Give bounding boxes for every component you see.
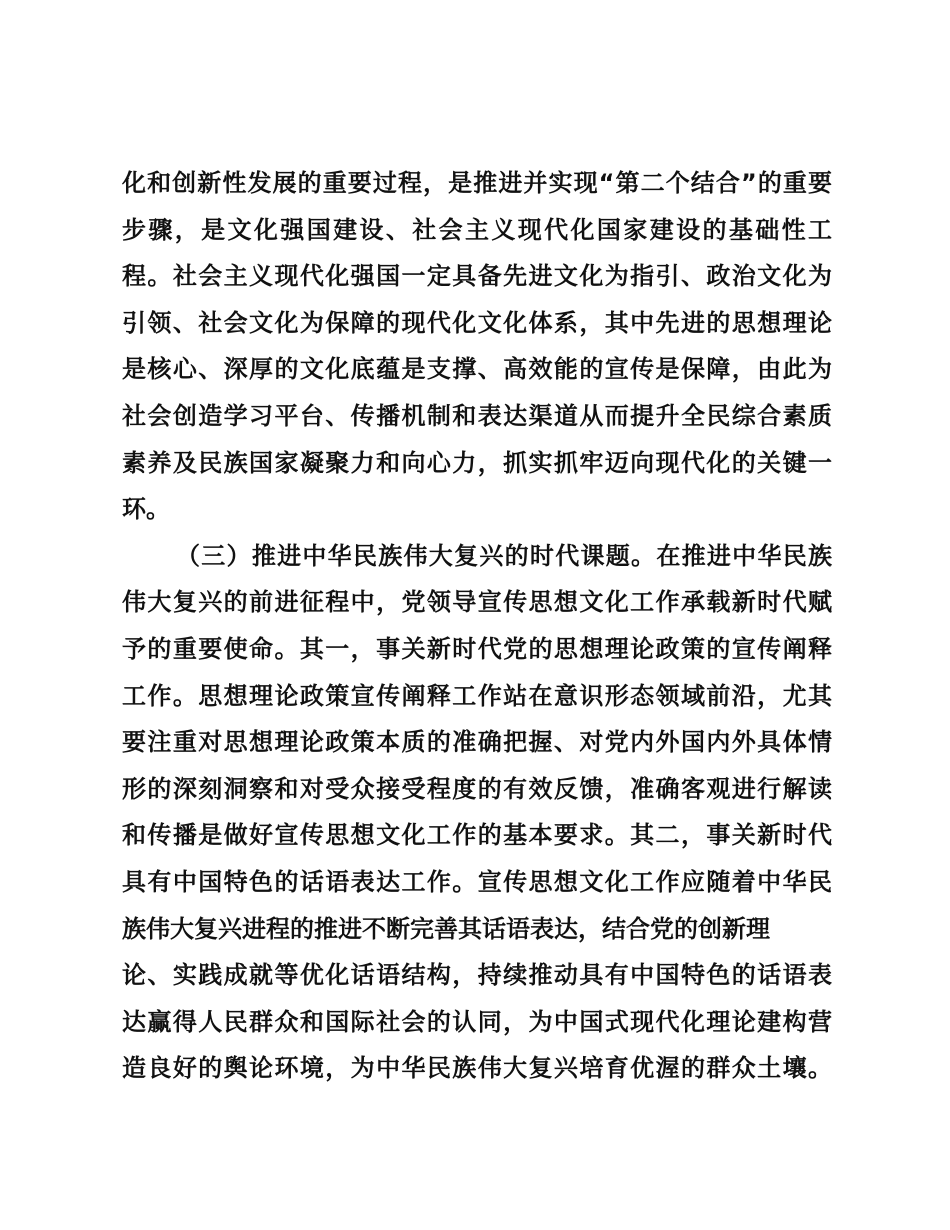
text-line: 素养及民族国家凝聚力和向心力，抓实抓牢迈向现代化的关键一 xyxy=(122,448,832,477)
body-text xyxy=(122,160,832,1092)
section-heading-line: （三）推进中华民族伟大复兴的时代课题。在推进中华民族 xyxy=(176,541,832,570)
text-line: 论、实践成就等优化话语结构，持续推动具有中国特色的话语表 xyxy=(122,961,832,990)
text-line: 步骤，是文化强国建设、社会主义现代化国家建设的基础性工 xyxy=(122,215,832,244)
text-line: 予的重要使命。其一，事关新时代党的思想理论政策的宣传阐释 xyxy=(122,634,832,663)
text-line: 环。 xyxy=(122,495,170,524)
text-line: 造良好的舆论环境，为中华民族伟大复兴培育优渥的群众土壤。 xyxy=(122,1054,832,1083)
text-line: 达赢得人民群众和国际社会的认同，为中国式现代化理论建构营 xyxy=(122,1007,832,1036)
text-line: 工作。思想理论政策宣传阐释工作站在意识形态领域前沿，尤其 xyxy=(122,681,832,710)
text-line: 引领、社会文化为保障的现代化文化体系，其中先进的思想理论 xyxy=(122,308,832,337)
text-line: 化和创新性发展的重要过程，是推进并实现“第二个结合”的重要 xyxy=(122,169,832,197)
text-line: 伟大复兴的前进征程中，党领导宣传思想文化工作承载新时代赋 xyxy=(122,588,832,617)
text-line: 是核心、深厚的文化底蕴是支撑、高效能的宣传是保障，由此为 xyxy=(122,355,832,384)
text-line: 程。社会主义现代化强国一定具备先进文化为指引、政治文化为 xyxy=(122,262,832,291)
text-line: 族伟大复兴进程的推进不断完善其话语表达，结合党的创新理 xyxy=(122,914,770,943)
text-line: 具有中国特色的话语表达工作。宣传思想文化工作应随着中华民 xyxy=(122,867,832,896)
text-line: 要注重对思想理论政策本质的准确把握、对党内外国内外具体情 xyxy=(122,728,832,757)
text-line: 和传播是做好宣传思想文化工作的基本要求。其二，事关新时代 xyxy=(122,821,832,850)
text-line: 社会创造学习平台、传播机制和表达渠道从而提升全民综合素质 xyxy=(122,401,832,430)
text-line: 形的深刻洞察和对受众接受程度的有效反馈，准确客观进行解读 xyxy=(122,774,832,803)
